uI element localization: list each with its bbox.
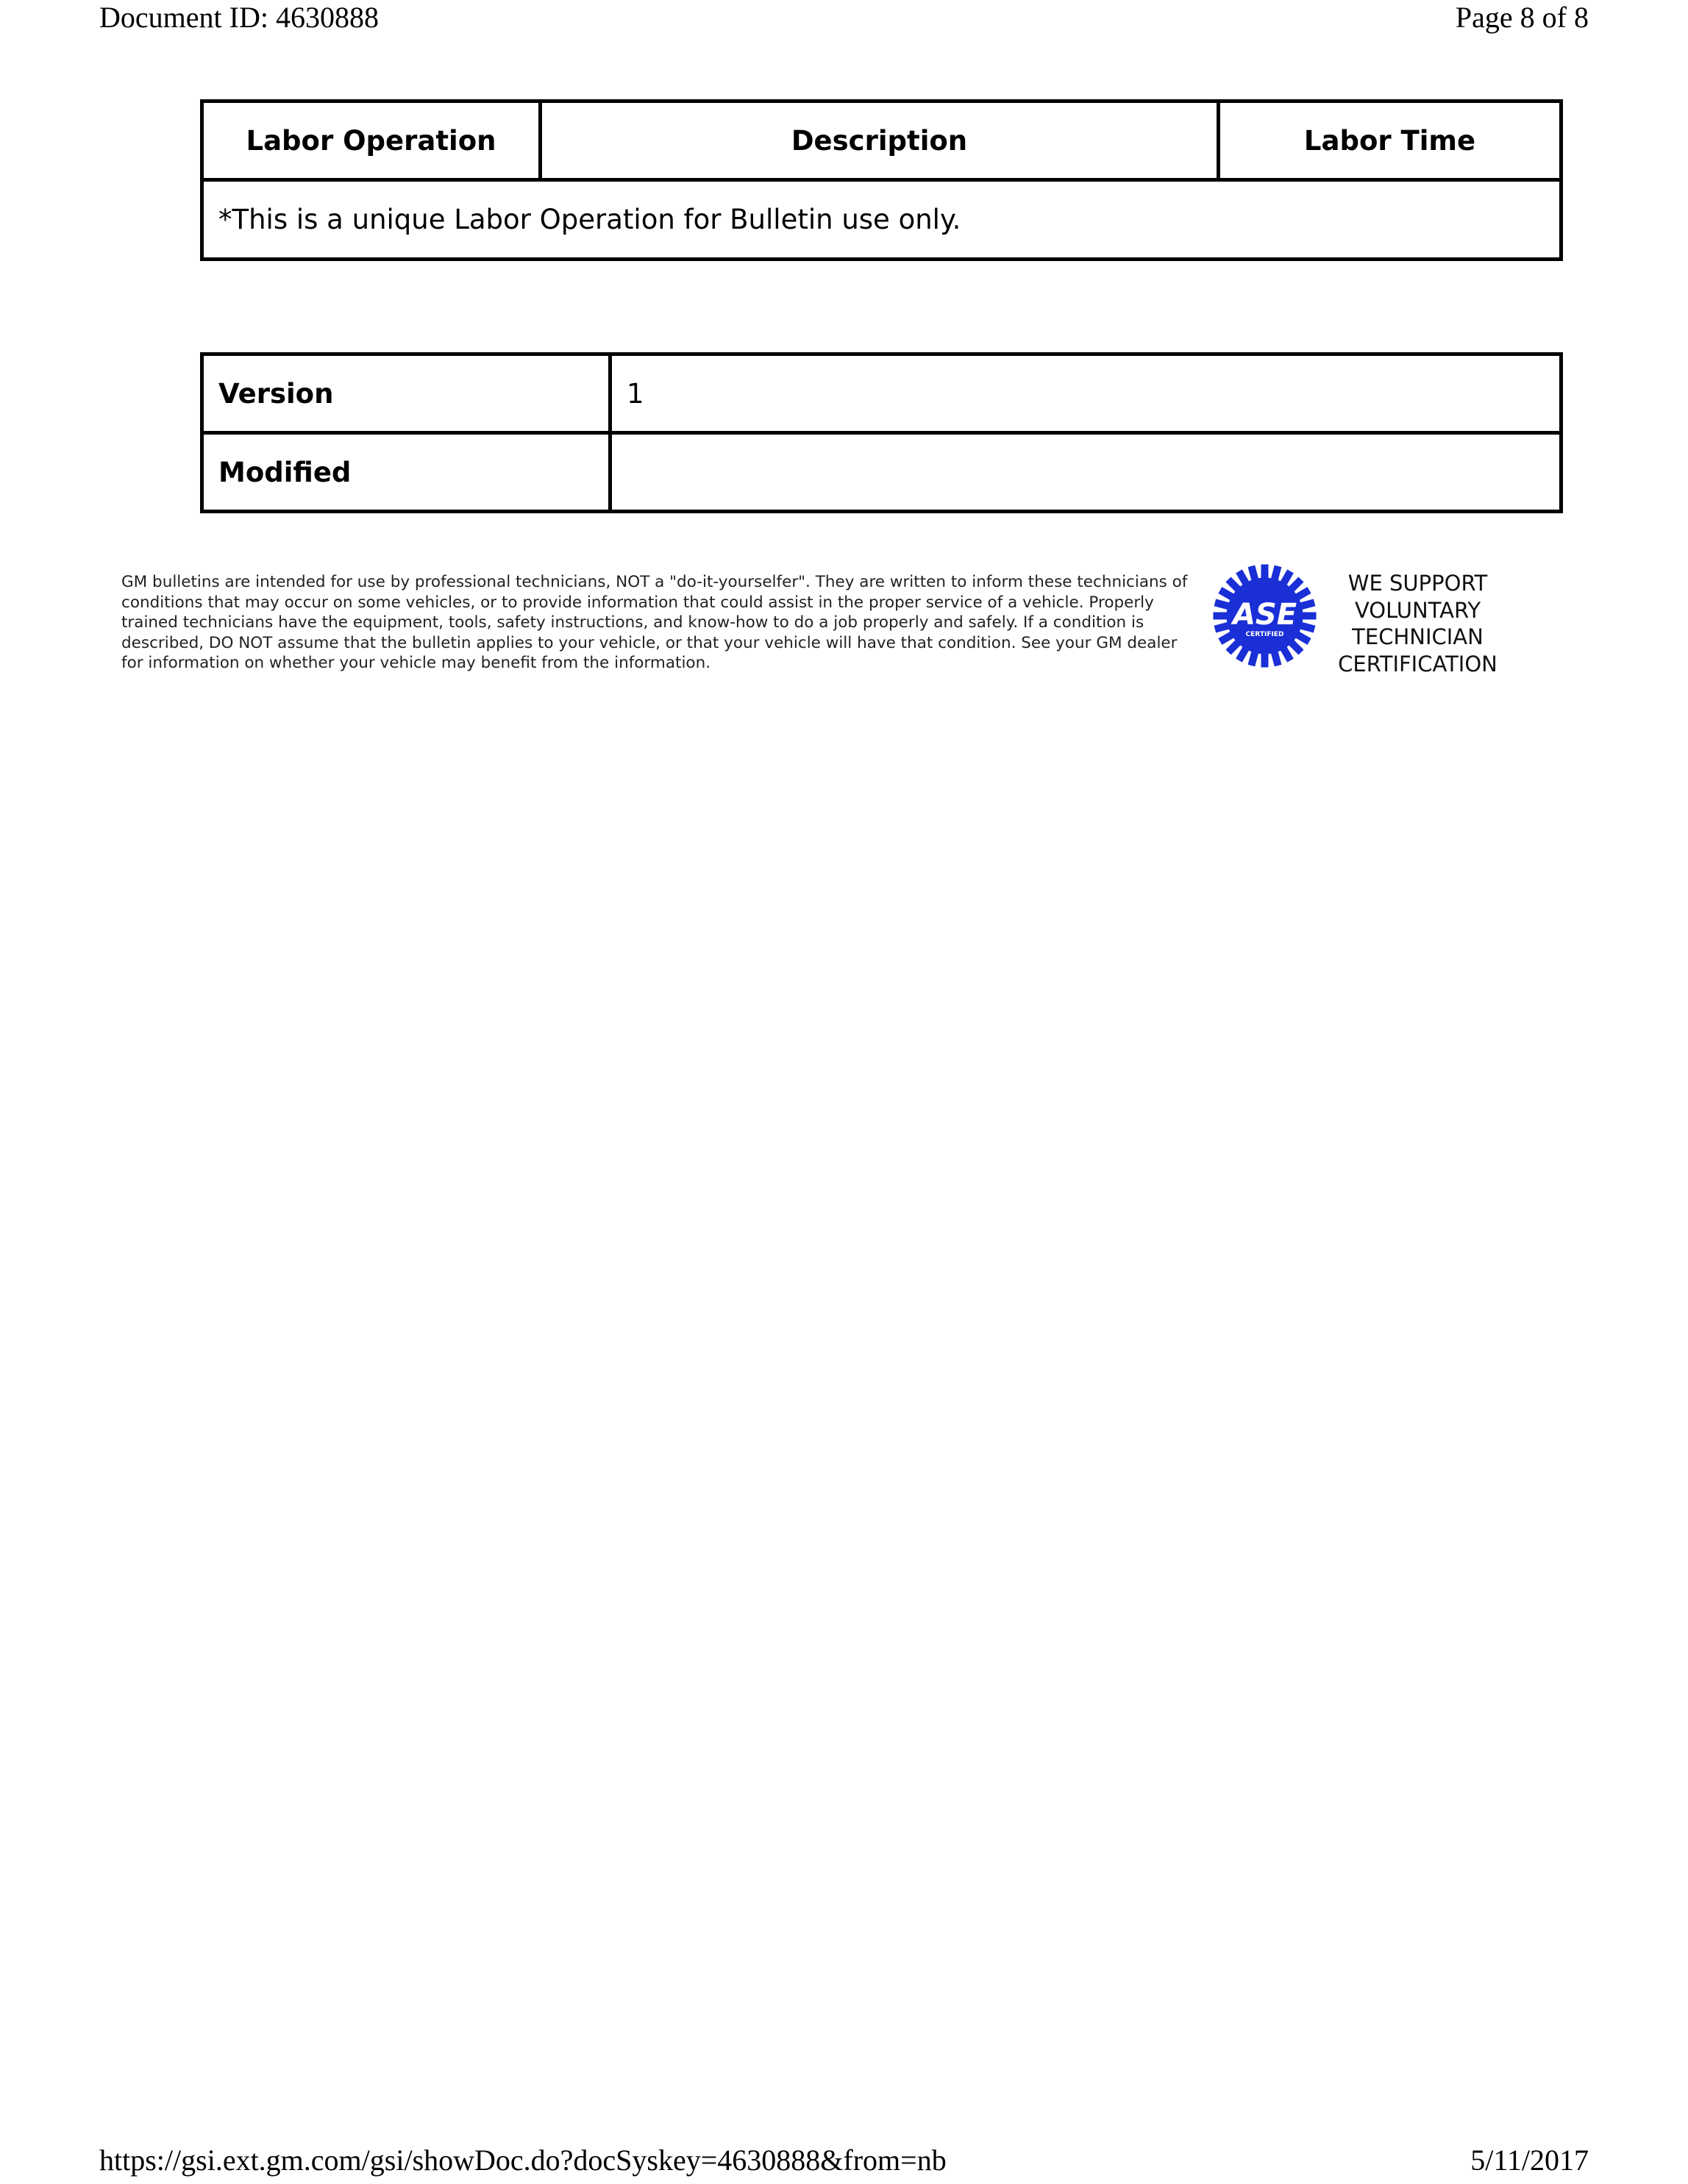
labor-operation-header: Labor Operation: [202, 101, 541, 180]
version-value: 1: [610, 354, 1561, 433]
version-label: Version: [202, 354, 610, 433]
print-date: 5/11/2017: [1470, 2144, 1589, 2177]
page-number: Page 8 of 8: [1455, 1, 1589, 34]
labor-operation-table: [200, 99, 1563, 261]
version-table: [200, 352, 1563, 513]
ase-support-line: CERTIFICATION: [1338, 651, 1498, 677]
labor-time-header: Labor Time: [1219, 101, 1561, 180]
version-row: [202, 354, 1561, 433]
ase-logo-subtext: CERTIFIED: [1245, 631, 1284, 638]
labor-operation-note: *This is a unique Labor Operation for Bulletin use only.: [202, 180, 1561, 260]
modified-value: [610, 433, 1561, 512]
labor-table-header-row: [202, 101, 1561, 180]
labor-table-note-row: [202, 180, 1561, 260]
ase-support-line: VOLUNTARY: [1354, 597, 1481, 623]
ase-support-line: WE SUPPORT: [1347, 571, 1488, 596]
document-url: https://gsi.ext.gm.com/gsi/showDoc.do?docSyskey=4630888&from=nb: [99, 2144, 947, 2177]
ase-support-line: TECHNICIAN: [1352, 624, 1484, 649]
ase-certified-logo-icon: [1211, 563, 1318, 669]
modified-label: Modified: [202, 433, 610, 512]
description-header: Description: [541, 101, 1219, 180]
modified-row: [202, 433, 1561, 512]
ase-support-text: [1320, 570, 1515, 677]
gm-disclaimer: GM bulletins are intended for use by professional technicians, NOT a "do-it-yourselfer". They are written to inform these technicians of conditions that may occur on some vehicles, or to provide information that could assist in the proper service of a vehicle. Properly trained technicians have the equipment, tools, safety instructions, and know-how to do a job properly and safely. If a condition is described, DO NOT assume that the bulletin applies to your vehicle, or that your vehicle will have that condition. See your GM dealer for information on whether your vehicle may benefit from the information.: [121, 573, 1188, 672]
document-id: Document ID: 4630888: [99, 1, 379, 34]
ase-logo-text: ASE: [1232, 598, 1297, 632]
